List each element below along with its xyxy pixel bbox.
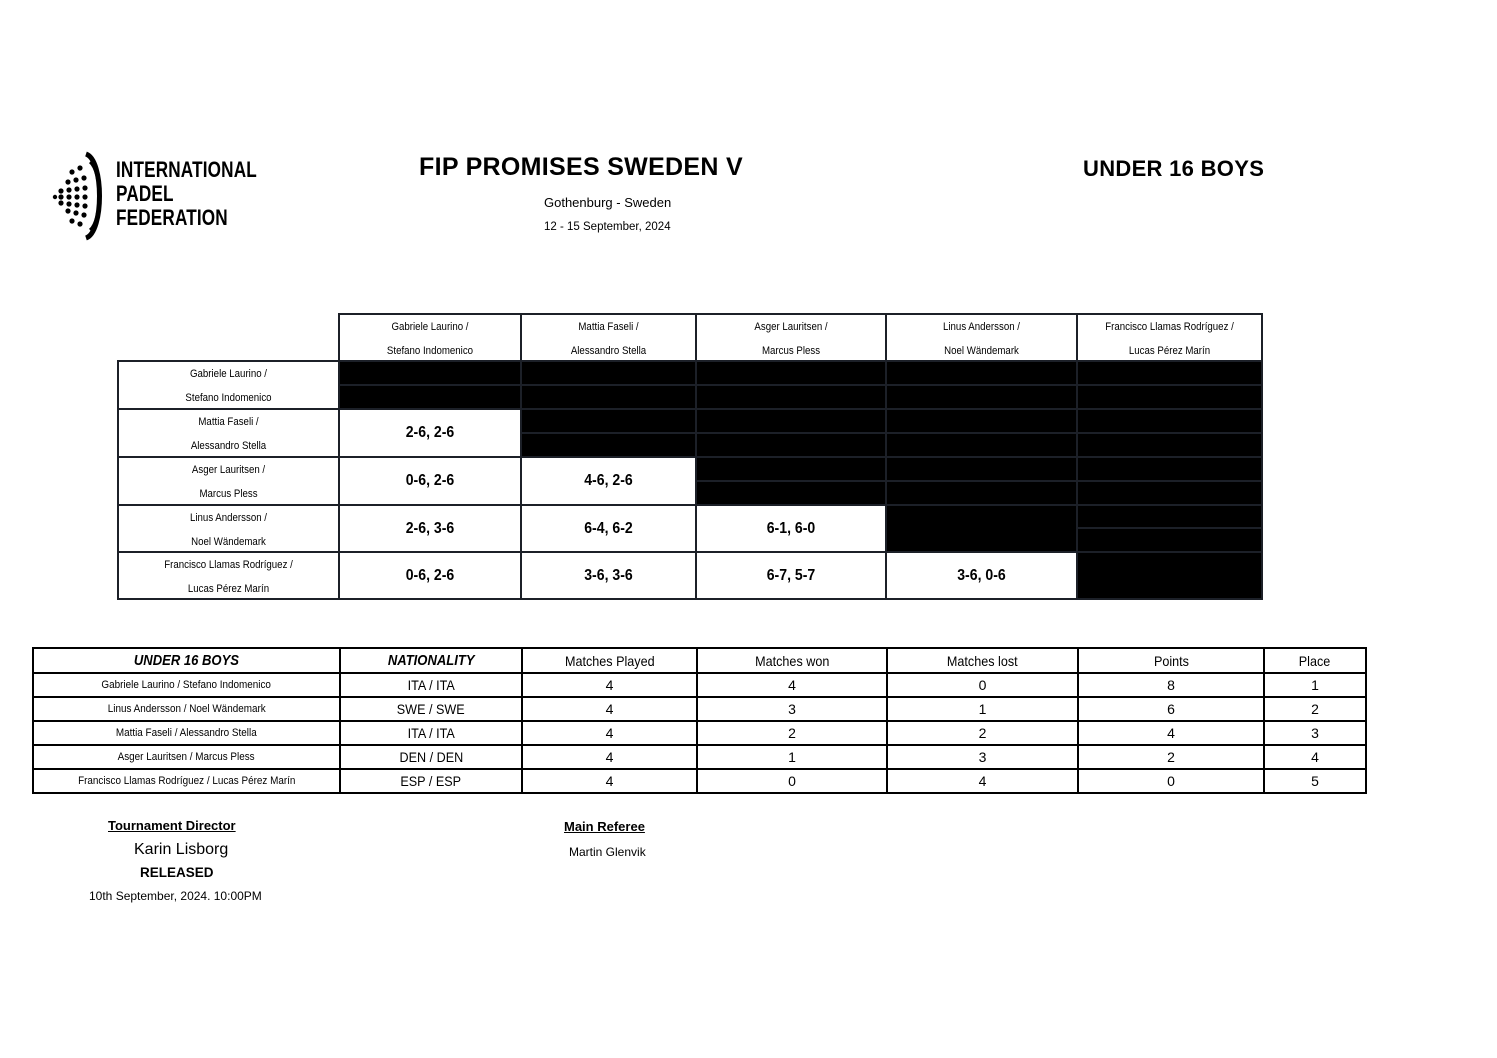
team-name: Gabriele Laurino / Stefano Indomenico bbox=[33, 673, 340, 697]
nationality: SWE / SWE bbox=[340, 697, 522, 721]
grid-result-cell bbox=[338, 551, 522, 600]
header-matches-lost: Matches lost bbox=[887, 648, 1078, 673]
grid-result-cell bbox=[695, 551, 887, 600]
grid-row-header-line1: Francisco Llamas Rodríguez / bbox=[164, 559, 293, 571]
points: 8 bbox=[1078, 673, 1264, 697]
match-score: 3-6, 3-6 bbox=[584, 567, 633, 584]
grid-col-header-line1: Asger Lauritsen / bbox=[754, 321, 828, 333]
release-date: 10th September, 2024. 10:00PM bbox=[89, 889, 262, 903]
matches-played: 4 bbox=[522, 745, 697, 769]
standings-table bbox=[32, 647, 1367, 794]
grid-result-cell bbox=[520, 456, 697, 506]
header-points: Points bbox=[1078, 648, 1264, 673]
nationality: ITA / ITA bbox=[340, 673, 522, 697]
match-score: 2-6, 2-6 bbox=[405, 424, 455, 441]
team-name: Linus Andersson / Noel Wändemark bbox=[33, 697, 340, 721]
matches-played: 4 bbox=[522, 673, 697, 697]
place: 5 bbox=[1264, 769, 1366, 793]
grid-row-header-line2: Stefano Indomenico bbox=[185, 392, 272, 404]
matches-played: 4 bbox=[522, 721, 697, 745]
matches-lost: 1 bbox=[887, 697, 1078, 721]
points: 4 bbox=[1078, 721, 1264, 745]
match-score: 6-1, 6-0 bbox=[766, 520, 816, 537]
grid-col-header bbox=[520, 313, 697, 362]
table-row bbox=[33, 673, 1366, 697]
grid-subline bbox=[520, 432, 1263, 434]
matches-won: 3 bbox=[697, 697, 887, 721]
matches-won: 1 bbox=[697, 745, 887, 769]
matches-lost: 4 bbox=[887, 769, 1078, 793]
grid-row-header bbox=[117, 408, 340, 458]
grid-row-header-line1: Gabriele Laurino / bbox=[190, 368, 267, 380]
grid-row-header-line1: Linus Andersson / bbox=[190, 512, 267, 524]
matches-won: 2 bbox=[697, 721, 887, 745]
grid-row-header-line2: Alessandro Stella bbox=[190, 440, 267, 452]
grid-col-header-line2: Marcus Pless bbox=[761, 345, 821, 357]
grid-row-header bbox=[117, 360, 340, 410]
grid-col-header-line1: Francisco Llamas Rodríguez / bbox=[1105, 321, 1234, 333]
grid-result-cell bbox=[338, 408, 522, 458]
place: 3 bbox=[1264, 721, 1366, 745]
nationality: ITA / ITA bbox=[340, 721, 522, 745]
grid-col-header-line2: Lucas Pérez Marín bbox=[1128, 345, 1211, 357]
header-nationality: NATIONALITY bbox=[340, 648, 522, 673]
grid-col-header-line1: Linus Andersson / bbox=[943, 321, 1020, 333]
event-dates: 12 - 15 September, 2024 bbox=[544, 221, 671, 233]
grid-row-header bbox=[117, 551, 340, 600]
grid-subline bbox=[1076, 527, 1263, 529]
logo-line-3: FEDERATION bbox=[116, 205, 228, 230]
logo-line-2: PADEL bbox=[116, 181, 174, 206]
grid-col-header-line1: Mattia Faseli / bbox=[578, 321, 639, 333]
matches-played: 4 bbox=[522, 769, 697, 793]
matches-lost: 2 bbox=[887, 721, 1078, 745]
release-status: RELEASED bbox=[140, 865, 214, 880]
match-score: 6-4, 6-2 bbox=[584, 520, 633, 537]
grid-col-header-line1: Gabriele Laurino / bbox=[391, 321, 469, 333]
grid-result-cell bbox=[885, 551, 1078, 600]
header-place: Place bbox=[1264, 648, 1366, 673]
grid-col-header-line2: Noel Wändemark bbox=[944, 345, 1019, 357]
place: 1 bbox=[1264, 673, 1366, 697]
match-score: 0-6, 2-6 bbox=[405, 567, 455, 584]
place: 2 bbox=[1264, 697, 1366, 721]
grid-col-header-line2: Alessandro Stella bbox=[570, 345, 647, 357]
grid-col-header bbox=[1076, 313, 1263, 362]
grid-row-header-line1: Mattia Faseli / bbox=[198, 416, 259, 428]
header-matches-won: Matches won bbox=[697, 648, 887, 673]
header-category: UNDER 16 BOYS bbox=[33, 648, 340, 673]
table-row bbox=[33, 697, 1366, 721]
tournament-director-label: Tournament Director bbox=[108, 818, 236, 833]
grid-col-header bbox=[885, 313, 1078, 362]
table-row bbox=[33, 745, 1366, 769]
grid-subline bbox=[338, 384, 1263, 386]
grid-result-cell bbox=[520, 504, 697, 553]
match-score: 6-7, 5-7 bbox=[766, 567, 816, 584]
grid-result-cell bbox=[338, 504, 522, 553]
grid-row-header bbox=[117, 456, 340, 506]
nationality: DEN / DEN bbox=[340, 745, 522, 769]
header-matches-played: Matches Played bbox=[522, 648, 697, 673]
tournament-director-name: Karin Lisborg bbox=[134, 841, 229, 858]
category-title: UNDER 16 BOYS bbox=[1083, 156, 1265, 181]
points: 2 bbox=[1078, 745, 1264, 769]
points: 0 bbox=[1078, 769, 1264, 793]
grid-row-header-line2: Lucas Pérez Marín bbox=[187, 583, 270, 595]
nationality: ESP / ESP bbox=[340, 769, 522, 793]
matches-won: 4 bbox=[697, 673, 887, 697]
grid-col-header bbox=[695, 313, 887, 362]
matches-won: 0 bbox=[697, 769, 887, 793]
match-score: 0-6, 2-6 bbox=[405, 472, 455, 489]
matches-lost: 0 bbox=[887, 673, 1078, 697]
grid-row-header-line1: Asger Lauritsen / bbox=[191, 464, 266, 476]
points: 6 bbox=[1078, 697, 1264, 721]
main-referee-label: Main Referee bbox=[564, 819, 645, 834]
match-score: 2-6, 3-6 bbox=[405, 520, 455, 537]
standings-header-row bbox=[33, 648, 1366, 673]
grid-result-cell bbox=[695, 504, 887, 553]
grid-result-cell bbox=[338, 456, 522, 506]
grid-row-header bbox=[117, 504, 340, 553]
match-score: 3-6, 0-6 bbox=[957, 567, 1006, 584]
grid-col-header-line2: Stefano Indomenico bbox=[386, 345, 474, 357]
event-title: FIP PROMISES SWEDEN V bbox=[419, 153, 743, 181]
event-location: Gothenburg - Sweden bbox=[544, 195, 672, 210]
grid-col-header bbox=[338, 313, 522, 362]
grid-blocked-cell bbox=[1076, 551, 1263, 600]
grid-row-header-line2: Marcus Pless bbox=[199, 488, 258, 500]
grid-subline bbox=[695, 480, 1263, 482]
grid-blocked-cell bbox=[885, 504, 1078, 553]
matches-lost: 3 bbox=[887, 745, 1078, 769]
team-name: Asger Lauritsen / Marcus Pless bbox=[33, 745, 340, 769]
place: 4 bbox=[1264, 745, 1366, 769]
match-score: 4-6, 2-6 bbox=[584, 472, 633, 489]
table-row bbox=[33, 721, 1366, 745]
matches-played: 4 bbox=[522, 697, 697, 721]
grid-row-header-line2: Noel Wändemark bbox=[191, 536, 266, 548]
logo-line-1: INTERNATIONAL bbox=[116, 157, 257, 182]
grid-result-cell bbox=[520, 551, 697, 600]
main-referee-name: Martin Glenvik bbox=[569, 845, 646, 859]
team-name: Mattia Faseli / Alessandro Stella bbox=[33, 721, 340, 745]
table-row bbox=[33, 769, 1366, 793]
team-name: Francisco Llamas Rodríguez / Lucas Pérez Marín bbox=[33, 769, 340, 793]
